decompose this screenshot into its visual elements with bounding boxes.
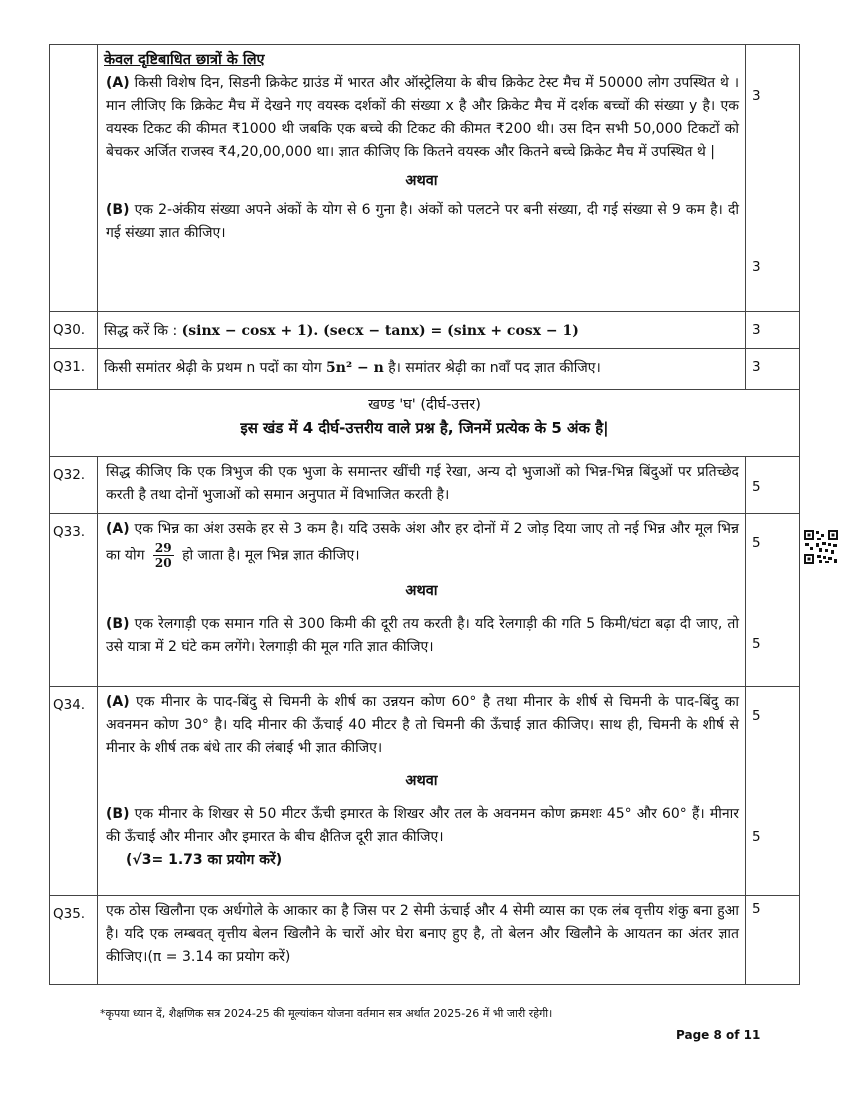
q33-b-label: (B): [106, 616, 130, 632]
q35-text: एक ठोस खिलौना एक अर्धगोले के आकार का है जिस पर 2 सेमी ऊंचाई और 4 सेमी व्यास का एक लंब वृत्तीय शंकु बना हुआ है। यदि एक लम्बवत् वृत्तीय बेलन खिलौने के चारों ओर घेरा बनाए हुए है, तो बेलन और खिलौने के आयतन का अंतर ज्ञात कीजिए।(π = 3.14 का प्रयोग करें): [106, 903, 739, 965]
q33-option-b: [104, 613, 739, 659]
q34-number: Q34.: [53, 697, 86, 713]
q34-b-label: (B): [106, 806, 130, 822]
q30-number: Q30.: [53, 322, 86, 338]
q32-number: Q32.: [53, 467, 86, 483]
question-row-31: [50, 349, 800, 390]
q33-a-label: (A): [106, 521, 130, 537]
q31-expression: 5n² − n: [326, 360, 384, 376]
q33-b-text: एक रेलगाड़ी एक समान गति से 300 किमी की दूरी तय करती है। यदि रेलगाड़ी की गति 5 किमी/घंटा बढ़ा दी जाए, तो उसे यात्रा में 2 घंटे कम लगेंगे। रेलगाड़ी की मूल गति ज्ञात कीजिए।: [106, 616, 739, 655]
q34-b-text: एक मीनार के शिखर से 50 मीटर ऊँची इमारत के शिखर और तल के अवनमन कोण क्रमशः 45° और 60° हैं। मीनार की ऊँचाई और मीनार और इमारत के बीच क्षैतिज दूरी ज्ञात कीजिए।: [106, 806, 739, 845]
q33-number: Q33.: [53, 524, 86, 540]
footnote: *कृपया ध्यान दें, शैक्षणिक सत्र 2024-25 की मूल्यांकन योजना वर्तमान सत्र अर्थात 2025-26 में भी जारी रहेगी।: [100, 1007, 553, 1020]
q32-marks: 5: [752, 479, 761, 495]
q31-text-2: है। समांतर श्रेढ़ी का nवाँ पद ज्ञात कीजिए।: [388, 360, 601, 376]
q29-a-marks: 3: [752, 88, 761, 104]
question-table: [49, 44, 800, 985]
q29-a-label: (A): [106, 75, 130, 91]
q34-a-label: (A): [106, 694, 130, 710]
qr-code-icon: [803, 529, 839, 565]
q33-a-text-2: हो जाता है। मूल भिन्न ज्ञात कीजिए।: [182, 547, 360, 564]
q31-marks: 3: [752, 359, 761, 375]
q33-a-text-1: एक भिन्न का अंश उसके हर से 3 कम है। यदि उसके अंश और हर दोनों में 2 जोड़ दिया जाए तो नई भिन्न और मूल भिन्न का योग: [106, 521, 740, 564]
question-row-35: [50, 896, 800, 985]
or-label: अथवा: [405, 773, 438, 789]
q33-fraction-numerator: 29: [154, 541, 172, 555]
q31-text-1: किसी समांतर श्रेढ़ी के प्रथम n पदों का योग: [104, 360, 322, 376]
q33-fraction-denominator: 20: [154, 556, 172, 570]
q30-prefix: सिद्ध करें कि :: [104, 323, 178, 339]
section-subtitle: इस खंड में 4 दीर्घ-उत्तरीय वाले प्रश्न है, जिनमें प्रत्येक के 5 अंक है|: [240, 419, 609, 437]
question-row-33: [50, 514, 800, 687]
q29-b-marks: 3: [752, 259, 761, 275]
vi-heading: केवल दृष्टिबाधित छात्रों के लिए: [104, 52, 265, 68]
section-title: खण्ड 'घ' (दीर्घ-उत्तर): [368, 397, 481, 413]
question-row-34: [50, 687, 800, 896]
q33-fraction: [153, 541, 174, 570]
q34-a-marks: 5: [752, 708, 761, 724]
or-label: अथवा: [405, 173, 438, 189]
question-row-30: [50, 312, 800, 349]
q33-a-marks: 5: [752, 535, 761, 551]
q32-text: सिद्ध कीजिए कि एक त्रिभुज की एक भुजा के समान्तर खींची गई रेखा, अन्य दो भुजाओं को भिन्न-भिन्न बिंदुओं पर प्रतिच्छेद करती है तथा दोनों भुजाओं को समान अनुपात में विभाजित करती है।: [106, 464, 739, 503]
q33-option-a: [104, 518, 739, 570]
question-row-29: [50, 45, 800, 312]
q29-b-text: एक 2-अंकीय संख्या अपने अंकों के योग से 6 गुना है। अंकों को पलटने पर बनी संख्या, दी गई संख्या से 9 कम है। दी गई संख्या ज्ञात कीजिए।: [106, 202, 740, 241]
question-row-32: [50, 457, 800, 514]
q29-b-label: (B): [106, 202, 130, 218]
section-header: [50, 390, 800, 457]
q29-option-b: [104, 199, 739, 245]
q29-option-a: [104, 72, 739, 164]
q34-b-marks: 5: [752, 829, 761, 845]
q30-expression: (sinx − cosx + 1). (secx − tanx) = (sinx + cosx − 1): [181, 323, 579, 339]
q33-b-marks: 5: [752, 636, 761, 652]
q34-b-note: (√3= 1.73 का प्रयोग करें): [126, 852, 283, 868]
q31-number: Q31.: [53, 359, 86, 375]
q29-a-text: किसी विशेष दिन, सिडनी क्रिकेट ग्राउंड में भारत और ऑस्ट्रेलिया के बीच क्रिकेट टेस्ट मैच में 50000 लोग उपस्थित थे । मान लीजिए कि क्रिकेट मैच में देखने गए वयस्क दर्शकों की संख्या x है और क्रिकेट मैच में दर्शक बच्चों की संख्या y है। एक वयस्क टिकट की कीमत ₹1000 थी जबकि एक बच्चे की टिकट की कीमत ₹200 थी। उस दिन सभी 50,000 टिकटों को बेचकर अर्जित राजस्व ₹4,20,00,000 था। ज्ञात कीजिए कि कितने वयस्क और कितने बच्चे क्रिकेट मैच में उपस्थित थे |: [106, 75, 739, 160]
q35-number: Q35.: [53, 906, 86, 922]
page-number: Page 8 of 11: [676, 1028, 761, 1042]
q30-marks: 3: [752, 322, 761, 338]
q34-option-a: [104, 691, 739, 760]
q34-a-text: एक मीनार के पाद-बिंदु से चिमनी के शीर्ष का उन्नयन कोण 60° है तथा मीनार के शीर्ष से चिमनी के पाद-बिंदु का अवनमन कोण 30° है। यदि मीनार की ऊँचाई 40 मीटर है तो चिमनी की ऊँचाई ज्ञात कीजिए। साथ ही, चिमनी के शीर्ष से मीनार के शीर्ष तक बंधे तार की लंबाई भी ज्ञात कीजिए।: [106, 694, 739, 756]
or-label: अथवा: [405, 583, 438, 599]
q35-marks: 5: [752, 901, 761, 917]
q34-option-b: [104, 803, 739, 872]
